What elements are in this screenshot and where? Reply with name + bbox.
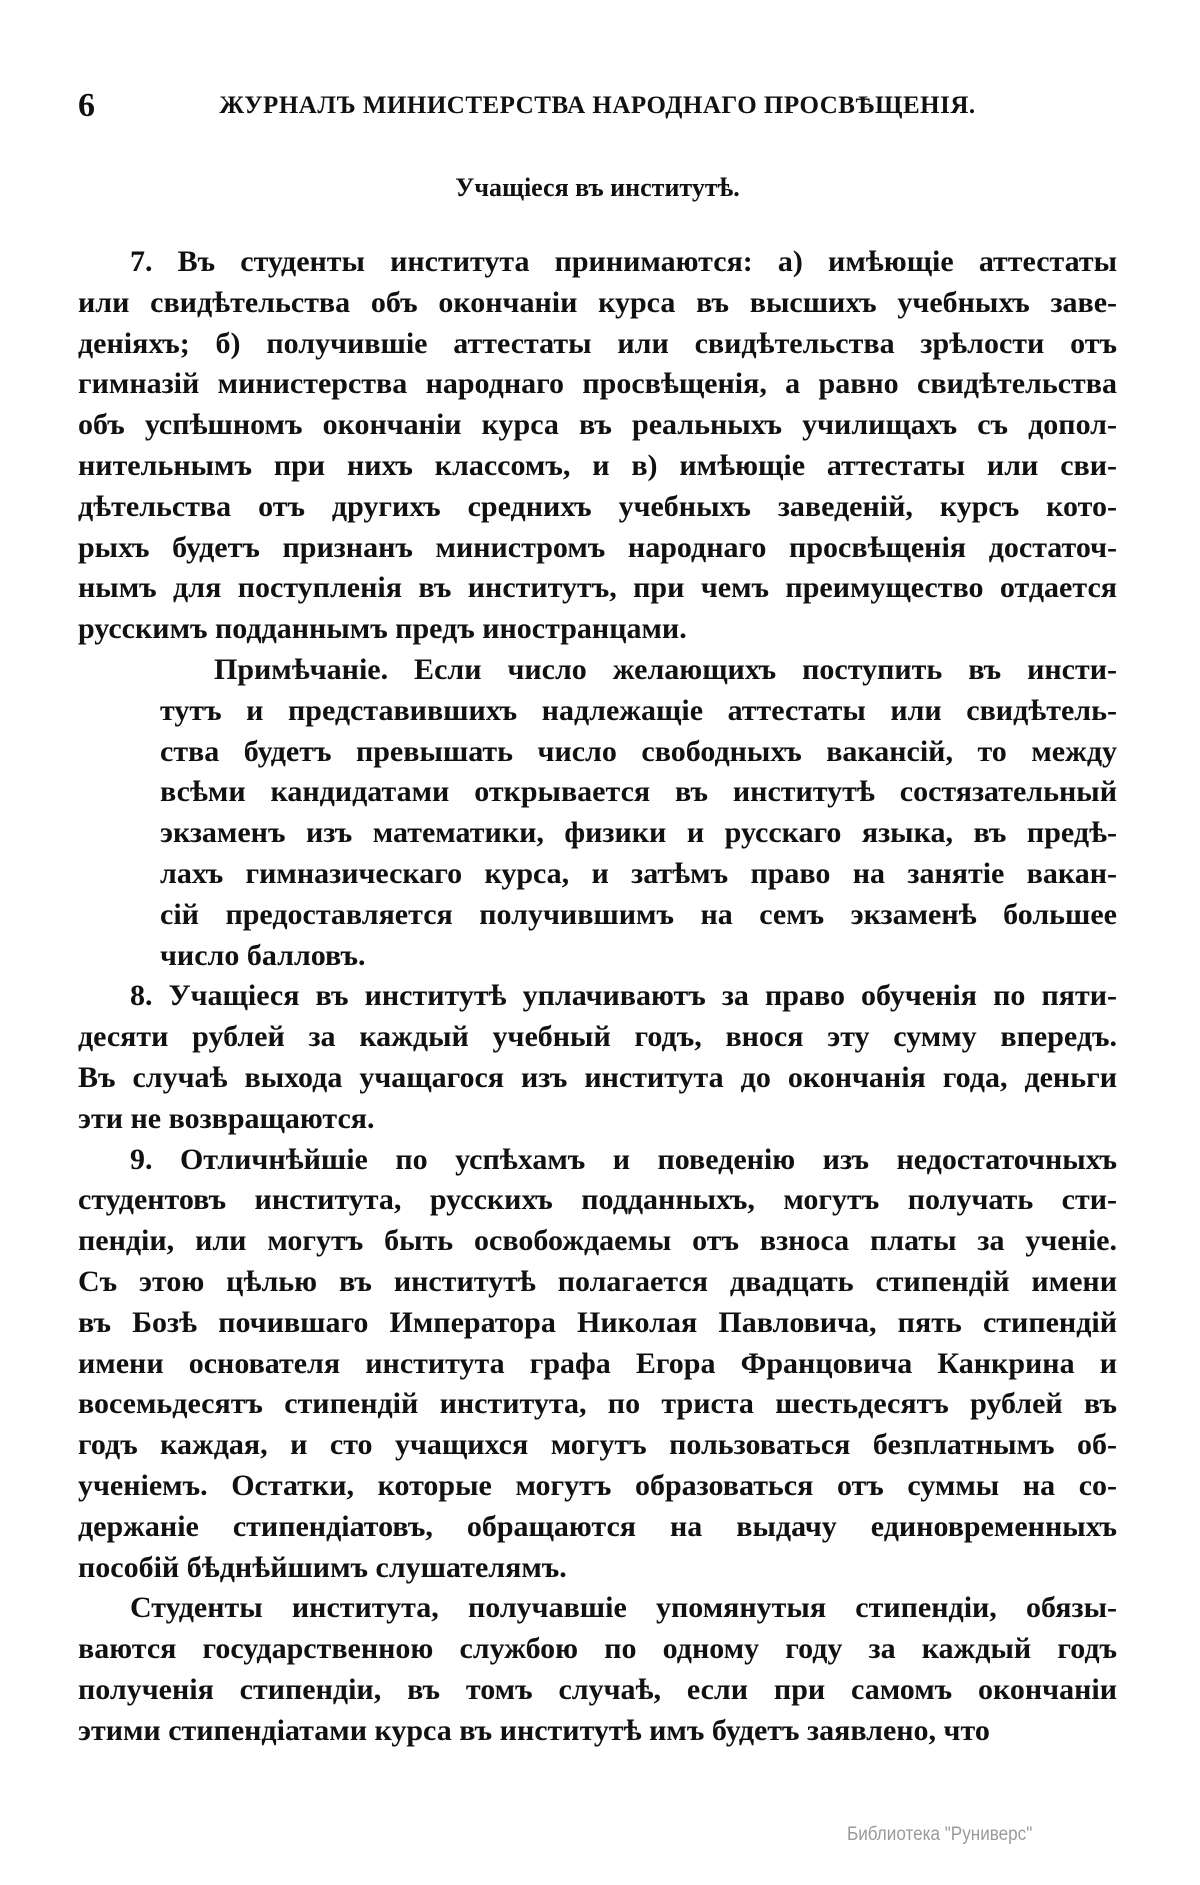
text-line: эти не возвращаются. — [78, 1101, 375, 1135]
text-line: объ успѣшномъ окончаніи курса въ реальныхъ училищахъ съ допол- — [78, 408, 1117, 442]
text-line: годъ каждая, и сто учащихся могутъ пользоваться безплатнымъ об- — [78, 1428, 1117, 1462]
text-line: этими стипендіатами курса въ институтѣ имъ будетъ заявлено, что — [78, 1713, 990, 1747]
running-title: ЖУРНАЛЪ МИНИСТЕРСТВА НАРОДНАГО ПРОСВѢЩЕНІЯ. — [219, 92, 976, 119]
text-line: нымъ для поступленія въ институтъ, при чемъ преимущество отдается — [78, 571, 1117, 605]
text-line: Съ этою цѣлью въ институтѣ полагается двадцать стипендій имени — [78, 1264, 1117, 1298]
text-line: ства будетъ превышать число свободныхъ вакансій, то между — [160, 734, 1117, 768]
text-line: въ Бозѣ почившаго Императора Николая Павловича, пять стипендій — [78, 1305, 1117, 1339]
text-line: нительнымъ при нихъ классомъ, и в) имѣющіе аттестаты или сви- — [78, 448, 1117, 482]
text-line: рыхъ будетъ признанъ министромъ народнаго просвѣщенія достаточ- — [78, 530, 1117, 564]
text-line: Примѣчаніе. Если число желающихъ поступить въ инсти- — [214, 652, 1117, 686]
text-line: имени основателя института графа Егора Францовича Канкрина и — [78, 1346, 1117, 1380]
text-line: тутъ и представившихъ надлежащіе аттестаты или свидѣтель- — [160, 693, 1117, 727]
text-line: 7. Въ студенты института принимаются: а) имѣющіе аттестаты — [130, 245, 1117, 278]
text-line: полученія стипендіи, въ томъ случаѣ, если при самомъ окончаніи — [78, 1672, 1117, 1706]
text-line: Въ случаѣ выхода учащагося изъ института до окончанія года, деньги — [78, 1060, 1117, 1094]
text-line: студентовъ института, русскихъ подданныхъ, могутъ получать сти- — [78, 1183, 1117, 1217]
text-line: Студенты института, получавшіе упомянутыя стипендіи, обязы- — [130, 1591, 1117, 1625]
text-line: пендіи, или могутъ быть освобождаемы отъ взноса платы за ученіе. — [78, 1224, 1117, 1258]
text-line: десяти рублей за каждый учебный годъ, внося эту сумму впередъ. — [78, 1020, 1117, 1054]
text-line: 8. Учащіеся въ институтѣ уплачиваютъ за право обученія по пяти- — [130, 979, 1117, 1013]
text-line: дѣтельства отъ другихъ среднихъ учебныхъ заведеній, курсъ кото- — [78, 489, 1117, 523]
text-line: лахъ гимназическаго курса, и затѣмъ право на занятіе вакан- — [160, 856, 1117, 890]
paragraph — [78, 976, 1117, 1139]
section-title: Учащіеся въ институтѣ. — [455, 173, 740, 202]
text-line: или свидѣтельства объ окончаніи курса въ высшихъ учебныхъ заве- — [78, 285, 1117, 319]
text-line: ученіемъ. Остатки, которые могутъ образоваться отъ суммы на со- — [78, 1468, 1117, 1502]
text-line: 9. Отличнѣйшіе по успѣхамъ и поведенію изъ недостаточныхъ — [130, 1142, 1117, 1176]
text-line: число балловъ. — [160, 938, 366, 972]
note-paragraph — [78, 650, 1117, 976]
text-line: всѣми кандидатами открывается въ институтѣ состязательный — [160, 775, 1117, 809]
text-line: пособій бѣднѣйшимъ слушателямъ. — [78, 1550, 567, 1584]
text-line: деніяхъ; б) получившіе аттестаты или свидѣтельства зрѣлости отъ — [78, 326, 1117, 360]
page-number: 6 — [78, 87, 95, 124]
text-line: ваются государственною службою по одному году за каждый годъ — [78, 1632, 1117, 1666]
paragraph — [78, 242, 1117, 650]
text-line: сій предоставляется получившимъ на семъ экзаменѣ большее — [160, 897, 1117, 931]
text-line: экзаменъ изъ математики, физики и русскаго языка, въ предѣ- — [160, 816, 1117, 850]
text-line: держаніе стипендіатовъ, обращаются на выдачу единовременныхъ — [78, 1509, 1117, 1543]
text-line: русскимъ подданнымъ предъ иностранцами. — [78, 612, 687, 646]
text-line: гимназій министерства народнаго просвѣщенія, а равно свидѣтельства — [78, 367, 1117, 401]
paragraph — [78, 1140, 1117, 1589]
text-line: восемьдесятъ стипендій института, по триста шестьдесятъ рублей въ — [78, 1387, 1117, 1421]
document-body — [78, 242, 1117, 1751]
paragraph — [78, 1588, 1117, 1751]
library-watermark: Библиотека "Руниверс" — [847, 1824, 1033, 1845]
